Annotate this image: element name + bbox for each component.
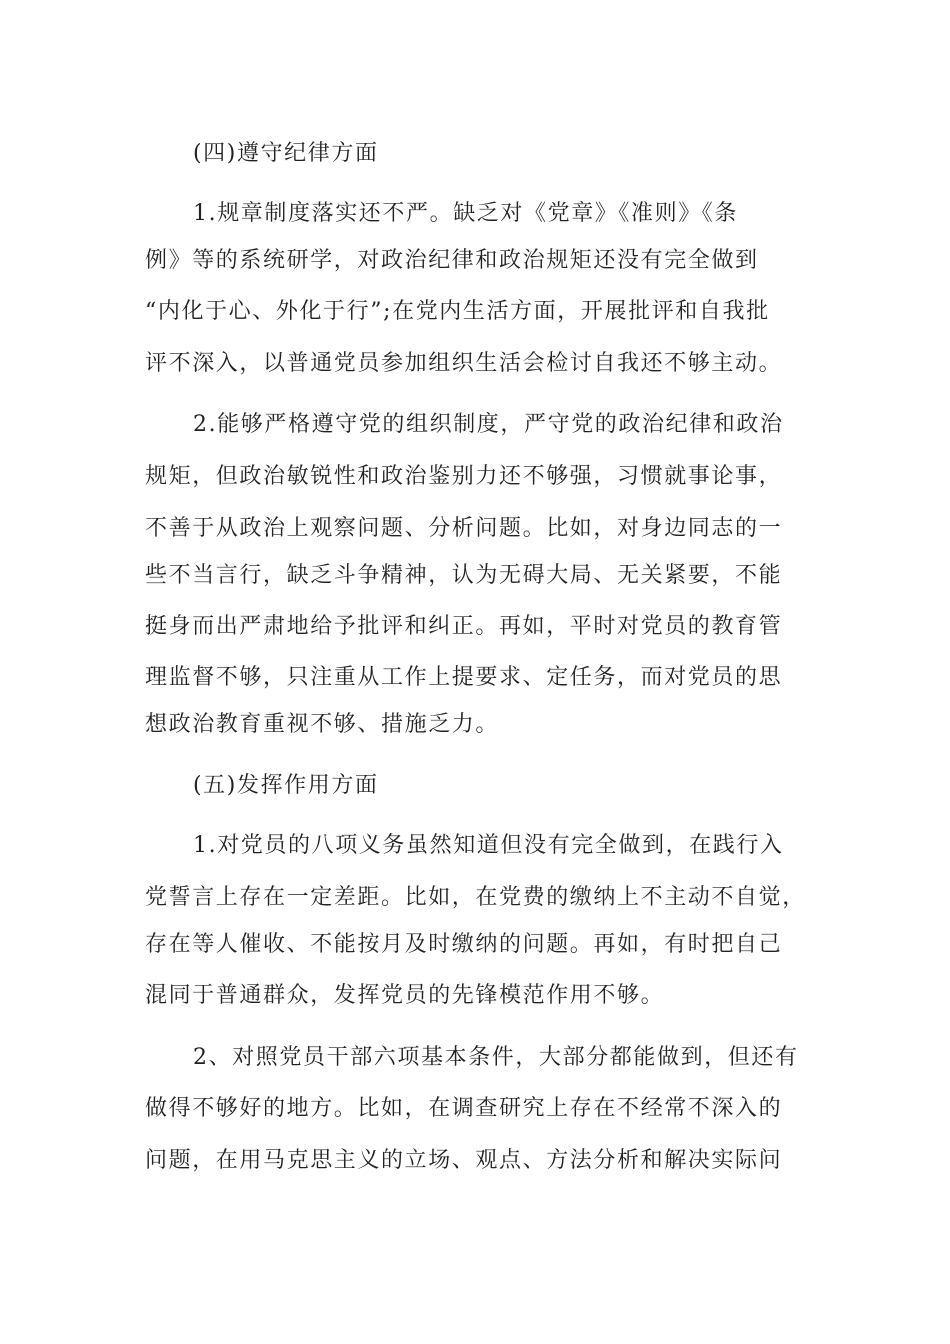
text-line: 规矩，但政治敏锐性和政治鉴别力还不够强，习惯就事论事， xyxy=(145,464,783,489)
text-line: 2、对照党员干部六项基本条件，大部分都能做到，但还有 xyxy=(193,1045,799,1070)
text-line: 例》等的系统研学，对政治纪律和政治规矩还没有完全做到 xyxy=(145,248,759,273)
text-line: 混同于普通群众，发挥党员的先锋模范作用不够。 xyxy=(145,983,665,1008)
text-line: 1.规章制度落实还不严。缺乏对《党章》《准则》《条 xyxy=(193,201,738,226)
text-line: 1.对党员的八项义务虽然知道但没有完全做到，在践行入 xyxy=(193,833,784,858)
text-line: 问题，在用马克思主义的立场、观点、方法分析和解决实际问 xyxy=(145,1148,783,1173)
text-line: 党誓言上存在一定差距。比如，在党费的缴纳上不主动不自觉， xyxy=(145,885,806,910)
text-line: 不善于从政治上观察问题、分析问题。比如，对身边同志的一 xyxy=(145,516,783,541)
text-line: 评不深入，以普通党员参加组织生活会检讨自我还不够主动。 xyxy=(145,351,783,376)
text-line: 存在等人催收、不能按月及时缴纳的问题。再如，有时把自己 xyxy=(145,932,783,957)
section-heading-role: (五)发挥作用方面 xyxy=(193,773,379,798)
text-line: “内化于心、外化于行”;在党内生活方面，开展批评和自我批 xyxy=(145,299,770,324)
text-line: 挺身而出严肃地给予批评和纠正。再如，平时对党员的教育管 xyxy=(145,614,783,639)
text-line: 做得不够好的地方。比如，在调查研究上存在不经常不深入的 xyxy=(145,1096,783,1121)
text-line: 些不当言行，缺乏斗争精神，认为无碍大局、无关紧要，不能 xyxy=(145,563,783,588)
text-line: 理监督不够，只注重从工作上提要求、定任务，而对党员的思 xyxy=(145,665,783,690)
text-line: 2.能够严格遵守党的组织制度，严守党的政治纪律和政治 xyxy=(193,412,784,437)
text-line: 想政治教育重视不够、措施乏力。 xyxy=(145,712,500,737)
section-heading-discipline: (四)遵守纪律方面 xyxy=(193,141,379,166)
